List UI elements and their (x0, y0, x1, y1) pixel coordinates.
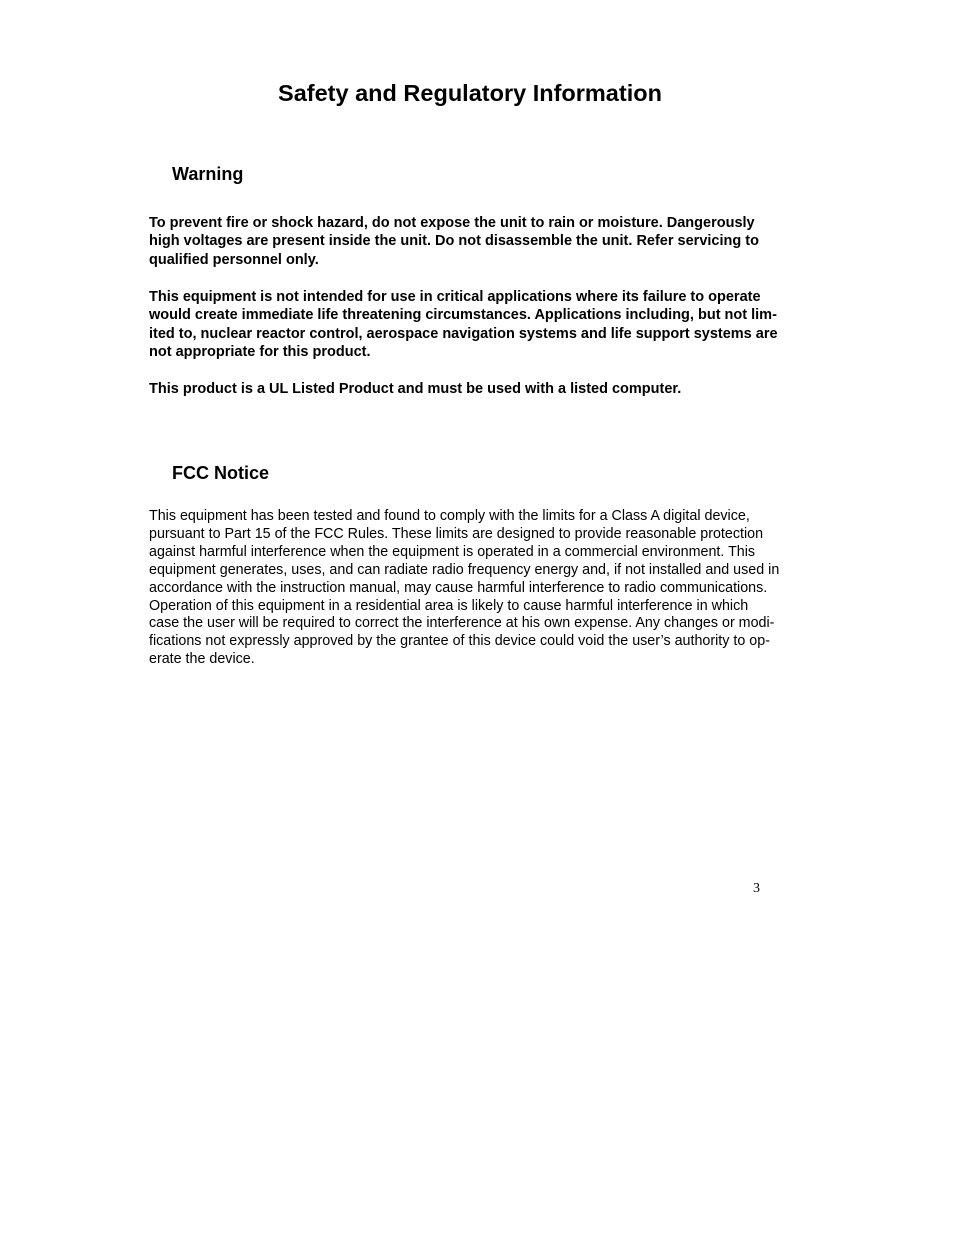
page-number: 3 (753, 881, 760, 896)
text-line: Operation of this equipment in a residential area is likely to cause harmful interference in which (149, 597, 749, 614)
warning-paragraph-critical-use (149, 288, 839, 361)
text-line: This product is a UL Listed Product and must be used with a listed computer. (149, 381, 682, 397)
text-line: would create immediate life threatening circumstances. Applications including, but not lim- (149, 307, 777, 324)
text-line: erate the device. (149, 651, 255, 668)
text-line: qualified personnel only. (149, 251, 319, 268)
warning-paragraph-ul-listed (149, 380, 839, 398)
warning-paragraph-hazard (149, 214, 839, 269)
text-line: against harmful interference when the equipment is operated in a commercial environment. This (149, 543, 756, 560)
warning-heading: Warning (172, 164, 244, 184)
text-line: This equipment has been tested and found to comply with the limits for a Class A digital device, (149, 508, 750, 524)
text-line: high voltages are present inside the unit. Do not disassemble the unit. Refer servicing to (149, 233, 759, 250)
text-line: ited to, nuclear reactor control, aerospace navigation systems and life support systems are (149, 325, 778, 342)
text-line: pursuant to Part 15 of the FCC Rules. These limits are designed to provide reasonable protection (149, 525, 764, 542)
text-line: This equipment is not intended for use in critical applications where its failure to operate (149, 289, 761, 305)
text-line: equipment generates, uses, and can radiate radio frequency energy and, if not installed and used in (149, 561, 780, 578)
page-title: Safety and Regulatory Information (278, 80, 662, 106)
text-line: not appropriate for this product. (149, 343, 371, 360)
text-line: To prevent fire or shock hazard, do not expose the unit to rain or moisture. Dangerously (149, 215, 755, 231)
text-line: fications not expressly approved by the grantee of this device could void the user’s authority to op- (149, 633, 770, 650)
fcc-paragraph (149, 508, 839, 669)
text-line: accordance with the instruction manual, may cause harmful interference to radio communications. (149, 579, 768, 596)
fcc-heading: FCC Notice (172, 463, 270, 483)
text-line: case the user will be required to correct the interference at his own expense. Any changes or modi- (149, 615, 775, 632)
